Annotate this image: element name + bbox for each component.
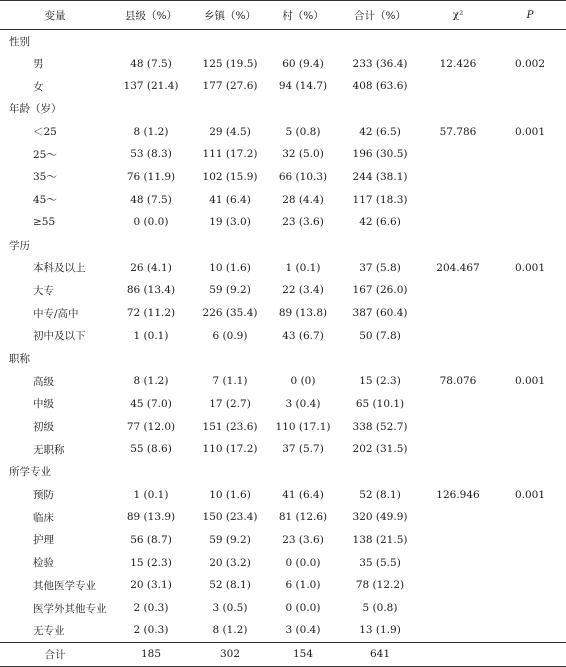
value-cell: 32 (5.0) xyxy=(282,148,324,161)
row-label: ≥55 xyxy=(33,216,56,229)
value-cell xyxy=(422,279,494,302)
value-cell: 0 (0.0) xyxy=(285,602,321,615)
empty-cell xyxy=(192,234,268,257)
row-label: 中专/高中 xyxy=(33,307,79,320)
value-cell: 48 (7.5) xyxy=(130,193,172,206)
value-cell: 59 (9.2) xyxy=(209,533,251,546)
value-cell: 138 (21.5) xyxy=(352,533,408,546)
group-row xyxy=(0,30,566,53)
row-label: 男 xyxy=(33,58,44,71)
empty-cell xyxy=(338,347,422,370)
group-label: 性别 xyxy=(9,35,30,48)
value-cell: 6 (0.9) xyxy=(212,329,248,342)
value-cell: 111 (17.2) xyxy=(202,148,258,161)
value-cell: 41 (6.4) xyxy=(282,488,324,501)
empty-cell xyxy=(494,461,566,484)
value-cell: 7 (1.1) xyxy=(212,375,248,388)
value-cell: 41 (6.4) xyxy=(209,193,251,206)
value-cell: 204.467 xyxy=(436,261,480,274)
value-cell: 50 (7.8) xyxy=(359,329,401,342)
value-cell: 72 (11.2) xyxy=(126,307,176,320)
value-cell xyxy=(494,551,566,574)
value-cell xyxy=(494,574,566,597)
value-cell xyxy=(422,415,494,438)
value-cell: 0 (0.0) xyxy=(133,216,169,229)
total-cell xyxy=(422,642,494,666)
empty-cell xyxy=(192,98,268,121)
value-cell xyxy=(422,324,494,347)
value-cell: 3 (0.4) xyxy=(285,397,321,410)
value-cell: 10 (1.6) xyxy=(209,261,251,274)
empty-cell xyxy=(268,30,338,53)
value-cell: 387 (60.4) xyxy=(352,307,408,320)
row-label: 45～ xyxy=(33,194,57,207)
value-cell: 3 (0.5) xyxy=(212,602,248,615)
value-cell: 77 (12.0) xyxy=(126,420,176,433)
value-cell: 202 (31.5) xyxy=(352,443,408,456)
value-cell: 126.946 xyxy=(436,488,480,501)
value-cell: 55 (8.6) xyxy=(130,443,172,456)
value-cell: 177 (27.6) xyxy=(202,80,258,93)
value-cell: 53 (8.3) xyxy=(130,148,172,161)
table-row xyxy=(0,483,566,506)
value-cell: 23 (3.6) xyxy=(282,216,324,229)
header-county: 县级（%） xyxy=(110,1,192,30)
value-cell xyxy=(494,188,566,211)
value-cell: 10 (1.6) xyxy=(209,488,251,501)
empty-cell xyxy=(110,461,192,484)
value-cell xyxy=(422,574,494,597)
value-cell xyxy=(422,619,494,642)
value-cell xyxy=(494,75,566,98)
total-label: 合计 xyxy=(0,642,110,666)
value-cell: 17 (2.7) xyxy=(209,397,251,410)
value-cell: 94 (14.7) xyxy=(278,80,328,93)
empty-cell xyxy=(422,347,494,370)
table-row xyxy=(0,188,566,211)
table-row xyxy=(0,370,566,393)
value-cell: 0.001 xyxy=(514,125,546,138)
value-cell: 57.786 xyxy=(439,125,477,138)
value-cell: 28 (4.4) xyxy=(282,193,324,206)
empty-cell xyxy=(192,30,268,53)
value-cell: 167 (26.0) xyxy=(352,284,408,297)
group-label: 所学专业 xyxy=(9,466,51,479)
value-cell xyxy=(494,597,566,620)
table-body xyxy=(0,30,566,643)
value-cell: 26 (4.1) xyxy=(130,261,172,274)
table-row xyxy=(0,302,566,325)
table-row xyxy=(0,120,566,143)
total-cell: 302 xyxy=(192,642,268,666)
row-label: 预防 xyxy=(33,489,54,502)
table-row xyxy=(0,166,566,189)
value-cell xyxy=(422,597,494,620)
empty-cell xyxy=(422,98,494,121)
value-cell: 35 (5.5) xyxy=(359,556,401,569)
value-cell: 0 (0) xyxy=(290,375,316,388)
row-label: 初中及以下 xyxy=(33,330,86,343)
empty-cell xyxy=(110,234,192,257)
value-cell xyxy=(422,302,494,325)
group-row xyxy=(0,461,566,484)
value-cell: 8 (1.2) xyxy=(133,375,169,388)
value-cell: 226 (35.4) xyxy=(202,307,258,320)
row-label: 本科及以上 xyxy=(33,262,86,275)
row-label: 35～ xyxy=(33,171,57,184)
group-row xyxy=(0,234,566,257)
value-cell: 59 (9.2) xyxy=(209,284,251,297)
value-cell: 15 (2.3) xyxy=(130,556,172,569)
value-cell xyxy=(422,551,494,574)
value-cell: 42 (6.6) xyxy=(359,216,401,229)
row-label: 医学外其他专业 xyxy=(33,602,107,615)
header-township: 乡镇（%） xyxy=(192,1,268,30)
value-cell: 78.076 xyxy=(439,375,477,388)
value-cell: 52 (8.1) xyxy=(209,579,251,592)
table-row xyxy=(0,574,566,597)
header-chi-square: χ² xyxy=(422,1,494,30)
table-row xyxy=(0,551,566,574)
row-label: 大专 xyxy=(33,284,54,297)
value-cell: 60 (9.4) xyxy=(282,57,324,70)
value-cell: 3 (0.4) xyxy=(285,624,321,637)
value-cell xyxy=(422,506,494,529)
value-cell: 6 (1.0) xyxy=(285,579,321,592)
value-cell xyxy=(494,506,566,529)
value-cell: 76 (11.9) xyxy=(126,170,176,183)
empty-cell xyxy=(338,234,422,257)
table-row xyxy=(0,415,566,438)
value-cell xyxy=(422,393,494,416)
empty-cell xyxy=(192,461,268,484)
table-row xyxy=(0,506,566,529)
total-cell: 641 xyxy=(338,642,422,666)
value-cell xyxy=(494,619,566,642)
value-cell: 233 (36.4) xyxy=(352,57,408,70)
header-village: 村（%） xyxy=(268,1,338,30)
empty-cell xyxy=(422,234,494,257)
empty-cell xyxy=(268,347,338,370)
table-row xyxy=(0,52,566,75)
value-cell: 23 (3.6) xyxy=(282,533,324,546)
empty-cell xyxy=(494,98,566,121)
value-cell: 151 (23.6) xyxy=(202,420,258,433)
value-cell: 66 (10.3) xyxy=(278,170,328,183)
row-label: 女 xyxy=(33,80,44,93)
total-cell: 185 xyxy=(110,642,192,666)
value-cell: 1 (0.1) xyxy=(133,329,169,342)
value-cell: 12.426 xyxy=(439,57,477,70)
value-cell: 110 (17.1) xyxy=(275,420,331,433)
empty-cell xyxy=(494,30,566,53)
table-row xyxy=(0,597,566,620)
value-cell xyxy=(494,211,566,234)
value-cell: 37 (5.7) xyxy=(282,443,324,456)
empty-cell xyxy=(338,98,422,121)
value-cell: 8 (1.2) xyxy=(133,125,169,138)
empty-cell xyxy=(494,234,566,257)
row-label: 护理 xyxy=(33,534,54,547)
empty-cell xyxy=(338,30,422,53)
value-cell: 89 (13.9) xyxy=(126,511,176,524)
empty-cell xyxy=(268,98,338,121)
value-cell: 37 (5.8) xyxy=(359,261,401,274)
table-row xyxy=(0,143,566,166)
value-cell: 22 (3.4) xyxy=(282,284,324,297)
empty-cell xyxy=(192,347,268,370)
value-cell: 150 (23.4) xyxy=(202,511,258,524)
value-cell: 110 (17.2) xyxy=(202,443,258,456)
table-row xyxy=(0,75,566,98)
header-p-value: P xyxy=(494,1,566,30)
value-cell: 20 (3.1) xyxy=(130,579,172,592)
table-footer xyxy=(0,642,566,666)
value-cell: 15 (2.3) xyxy=(359,375,401,388)
group-row xyxy=(0,98,566,121)
value-cell xyxy=(494,324,566,347)
row-label: 25～ xyxy=(33,148,57,161)
value-cell: 89 (13.8) xyxy=(278,307,328,320)
value-cell: 8 (1.2) xyxy=(212,624,248,637)
table-row xyxy=(0,211,566,234)
value-cell: 137 (21.4) xyxy=(123,80,179,93)
value-cell: 86 (13.4) xyxy=(126,284,176,297)
row-label: 无职称 xyxy=(33,443,65,456)
group-label: 学历 xyxy=(9,239,30,252)
table-row xyxy=(0,256,566,279)
empty-cell xyxy=(494,347,566,370)
row-label: 临床 xyxy=(33,511,54,524)
value-cell xyxy=(422,166,494,189)
value-cell: 0 (0.0) xyxy=(285,556,321,569)
value-cell: 48 (7.5) xyxy=(130,57,172,70)
value-cell: 196 (30.5) xyxy=(352,148,408,161)
empty-cell xyxy=(422,30,494,53)
header-row xyxy=(0,1,566,30)
value-cell: 0.002 xyxy=(514,57,546,70)
row-label: 初级 xyxy=(33,421,54,434)
value-cell: 0.001 xyxy=(514,375,546,388)
value-cell xyxy=(494,529,566,552)
total-cell: 154 xyxy=(268,642,338,666)
table-row xyxy=(0,619,566,642)
value-cell: 45 (7.0) xyxy=(130,397,172,410)
header-total: 合计（%） xyxy=(338,1,422,30)
value-cell: 56 (8.7) xyxy=(130,533,172,546)
value-cell: 320 (49.9) xyxy=(352,511,408,524)
value-cell: 81 (12.6) xyxy=(278,511,328,524)
row-label: 检验 xyxy=(33,557,54,570)
value-cell xyxy=(422,188,494,211)
group-label: 年龄（岁） xyxy=(9,103,62,116)
value-cell: 2 (0.3) xyxy=(133,602,169,615)
table-row xyxy=(0,438,566,461)
value-cell: 102 (15.9) xyxy=(202,170,258,183)
empty-cell xyxy=(338,461,422,484)
value-cell: 52 (8.1) xyxy=(359,488,401,501)
value-cell: 5 (0.8) xyxy=(285,125,321,138)
total-row xyxy=(0,642,566,666)
value-cell xyxy=(494,166,566,189)
value-cell: 125 (19.5) xyxy=(202,57,258,70)
value-cell xyxy=(494,143,566,166)
value-cell xyxy=(494,393,566,416)
empty-cell xyxy=(110,347,192,370)
table-header xyxy=(0,1,566,30)
value-cell: 19 (3.0) xyxy=(209,216,251,229)
group-row xyxy=(0,347,566,370)
value-cell: 65 (10.1) xyxy=(355,397,405,410)
value-cell: 78 (12.2) xyxy=(355,579,405,592)
row-label: 无专业 xyxy=(33,624,65,637)
value-cell xyxy=(494,279,566,302)
empty-cell xyxy=(268,461,338,484)
value-cell xyxy=(422,438,494,461)
value-cell: 1 (0.1) xyxy=(285,261,321,274)
value-cell: 5 (0.8) xyxy=(362,602,398,615)
value-cell: 43 (6.7) xyxy=(282,329,324,342)
value-cell: 20 (3.2) xyxy=(209,556,251,569)
empty-cell xyxy=(110,30,192,53)
total-cell xyxy=(494,642,566,666)
value-cell: 2 (0.3) xyxy=(133,624,169,637)
table-row xyxy=(0,324,566,347)
value-cell: 29 (4.5) xyxy=(209,125,251,138)
value-cell xyxy=(494,415,566,438)
empty-cell xyxy=(268,234,338,257)
header-variable: 变量 xyxy=(0,1,110,30)
row-label: 中级 xyxy=(33,398,54,411)
value-cell: 13 (1.9) xyxy=(359,624,401,637)
empty-cell xyxy=(110,98,192,121)
group-label: 职称 xyxy=(9,352,30,365)
value-cell xyxy=(422,529,494,552)
value-cell xyxy=(494,302,566,325)
value-cell: 338 (52.7) xyxy=(352,420,408,433)
row-label: 高级 xyxy=(33,375,54,388)
value-cell: 117 (18.3) xyxy=(352,193,408,206)
value-cell xyxy=(422,211,494,234)
table-row xyxy=(0,529,566,552)
value-cell xyxy=(494,438,566,461)
value-cell xyxy=(422,143,494,166)
row-label: ＜25 xyxy=(33,126,57,139)
value-cell xyxy=(422,75,494,98)
value-cell: 42 (6.5) xyxy=(359,125,401,138)
row-label: 其他医学专业 xyxy=(33,579,96,592)
value-cell: 0.001 xyxy=(514,488,546,501)
value-cell: 244 (38.1) xyxy=(352,170,408,183)
value-cell: 408 (63.6) xyxy=(352,80,408,93)
table-row xyxy=(0,279,566,302)
value-cell: 0.001 xyxy=(514,261,546,274)
table-row xyxy=(0,393,566,416)
value-cell: 1 (0.1) xyxy=(133,488,169,501)
empty-cell xyxy=(422,461,494,484)
